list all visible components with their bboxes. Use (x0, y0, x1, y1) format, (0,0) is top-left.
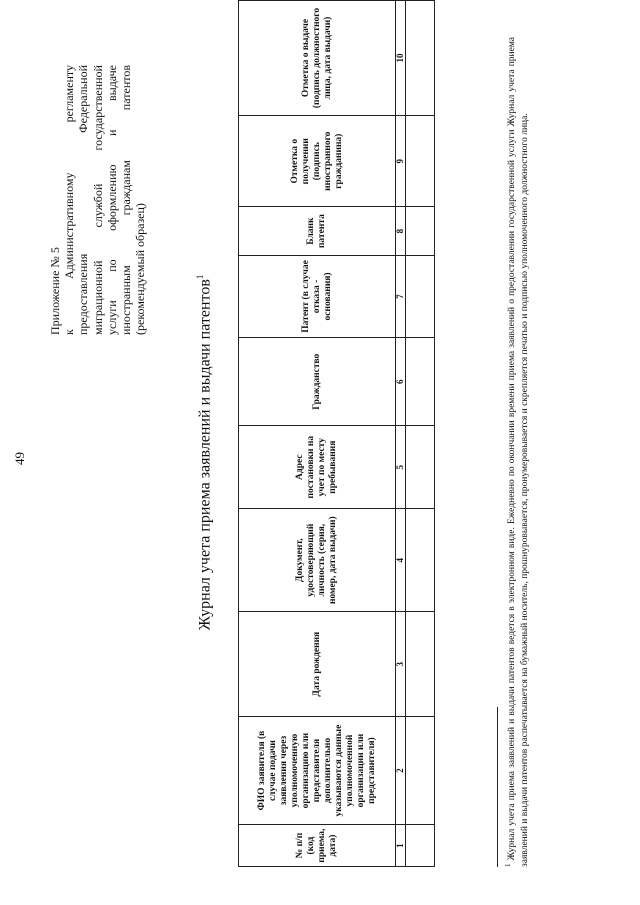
appendix-line (62, 65, 76, 335)
appendix-word: предоставления (76, 253, 91, 335)
journal-title-text: Журнал учета приема заявлений и выдачи патентов (196, 279, 214, 631)
table-cell (406, 508, 435, 611)
appendix-word: государственной (90, 65, 105, 151)
table-cell (406, 207, 435, 255)
table-column-numbers-row (396, 1, 406, 867)
appendix-word: к (62, 329, 77, 335)
footnote-text: Журнал учета приема заявлений и выдачи патентов ведется в электронном виде. Ежедневно по окончании времени приема заявлений о предоставлении государственной услуги Журнал учета приема заявлений и выдачи патентов распечатывается на бумажный носитель, прошнуровывается, пронумеровывается и скрепляется печатью и подписью уполномоченного должностного лица. (507, 37, 531, 867)
appendix-line (91, 65, 105, 335)
appendix-word: услуги (104, 300, 119, 335)
header-cell-issue-mark: Отметка о выдаче (подпись должностного лица, дата выдачи) (239, 1, 396, 116)
header-cell-applicant-name: ФИО заявителя (в случае подачи заявления через уполномоченную организацию или представителя дополнительно указываются данные уполномоченной организации или представителя) (239, 716, 396, 824)
title-footnote-mark: 1 (195, 274, 205, 280)
appendix-word: патентов (119, 65, 134, 111)
header-cell-patent-blank: Бланк патента (239, 207, 396, 255)
table-header-row (239, 1, 396, 867)
appendix-heading: Приложение № 5 (48, 247, 62, 335)
column-number-cell: 6 (396, 338, 406, 426)
column-number-cell: 7 (396, 255, 406, 337)
header-cell-number: № п/п (код приема, дата) (239, 825, 396, 867)
appendix-word: по (104, 259, 119, 272)
journal-table (238, 0, 435, 867)
appendix-word: Административному (62, 172, 77, 280)
appendix-line (119, 65, 133, 335)
table-cell (406, 116, 435, 207)
appendix-word: Федеральной (76, 65, 91, 133)
appendix-word: и (104, 129, 119, 136)
column-number-cell: 2 (396, 716, 406, 824)
table-cell (406, 426, 435, 509)
appendix-word: иностранным (119, 265, 134, 335)
appendix-word: регламенту (62, 65, 77, 123)
header-cell-receipt-mark: Отметка о получении (подпись иностранного гражданина) (239, 116, 396, 207)
column-number-cell: 5 (396, 426, 406, 509)
header-cell-identity-document: Документ, удостоверяющий личность (серия, номер, дата выдачи) (239, 508, 396, 611)
footnote-mark: 1 (504, 863, 512, 867)
header-cell-registration-address: Адрес постановки на учет по месту пребывания (239, 426, 396, 509)
column-number-cell: 1 (396, 825, 406, 867)
appendix-word: выдаче (104, 65, 119, 102)
appendix-word: оформлению (104, 164, 119, 231)
table-row (406, 1, 435, 867)
appendix-note: (рекомендуемый образец) (133, 203, 148, 335)
table-cell (406, 338, 435, 426)
footnote-divider (497, 707, 498, 867)
header-cell-birth-date: Дата рождения (239, 612, 396, 717)
table-cell (406, 1, 435, 116)
appendix-word: службой (90, 183, 105, 228)
column-number-cell: 9 (396, 116, 406, 207)
column-number-cell: 8 (396, 207, 406, 255)
table-cell (406, 255, 435, 337)
column-number-cell: 4 (396, 508, 406, 611)
appendix-word: миграционной (90, 260, 105, 335)
column-number-cell: 3 (396, 612, 406, 717)
header-cell-citizenship: Гражданство (239, 338, 396, 426)
journal-title (195, 0, 214, 905)
column-number-cell: 10 (396, 1, 406, 116)
page-number: 49 (12, 452, 27, 465)
footnote (502, 37, 532, 867)
appendix-line (105, 65, 119, 335)
appendix-word: гражданам (119, 160, 134, 216)
table-cell (406, 825, 435, 867)
appendix-line (76, 65, 90, 335)
appendix-header (48, 65, 147, 335)
table-cell (406, 716, 435, 824)
header-cell-patent: Патент (в случае отказа - основания) (239, 255, 396, 337)
table-cell (406, 612, 435, 717)
